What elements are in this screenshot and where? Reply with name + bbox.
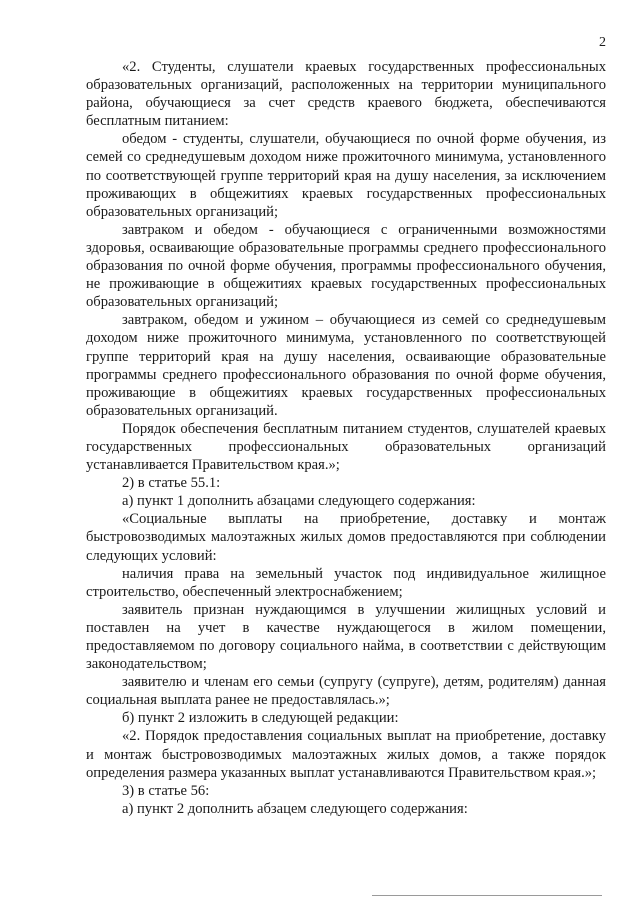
paragraph: б) пункт 2 изложить в следующей редакции: xyxy=(122,710,399,727)
paragraph: наличия права на земельный участок под индивидуальное жилищное строительство, обеспеченный электроснабжением; xyxy=(86,565,606,600)
paragraph: «Социальные выплаты на приобретение, доставку и монтаж быстровозводимых малоэтажных жилых домов предоставляются при соблюдении следующих условий: xyxy=(86,511,606,564)
paragraph: Порядок обеспечения бесплатным питанием студентов, слушателей краевых государственных профессиональных образовательных организаций устанавливается Правительством края.»; xyxy=(86,420,606,474)
paragraph: завтраком и обедом - обучающиеся с ограниченными возможностями здоровья, осваивающие образовательные программы среднего профессионального образования по очной форме обучения, программы профессионального обучения, не проживающие в общежитиях краевых государственных профессиональных образовательных организаций; xyxy=(86,221,606,311)
paragraph: заявителю и членам его семьи (супругу (супруге), детям, родителям) данная социальная выплата ранее не предоставлялась.»; xyxy=(86,674,606,709)
footer-rule xyxy=(372,895,602,896)
paragraph: «2. Студенты, слушатели краевых государственных профессиональных образовательных организаций, расположенных на территории муниципального района, обучающиеся за счет средств краевого бюджета, обеспечиваются бесплатным питанием: xyxy=(86,59,606,130)
paragraph: завтраком, обедом и ужином – обучающиеся из семей со среднедушевым доходом ниже прожиточного минимума, установленного по соответствующей группе территорий края на душу населения, осваивающие образовательные программы среднего профессионального образования по очной форме обучения, проживающие в общежитиях краевых государственных профессиональных образовательных организаций. xyxy=(86,312,606,419)
paragraph: 2) в статье 55.1: xyxy=(122,475,221,492)
document-body xyxy=(86,58,606,818)
paragraph: «2. Порядок предоставления социальных выплат на приобретение, доставку и монтаж быстровозводимых малоэтажных жилых домов, а также порядок определения размера указанных выплат устанавливаются Правительством края.»; xyxy=(86,728,606,781)
paragraph: 3) в статье 56: xyxy=(122,782,210,799)
paragraph: обедом - студенты, слушатели, обучающиеся по очной форме обучения, из семей со среднедушевым доходом ниже прожиточного минимума, установленного по соответствующей группе территорий края на душу населения, за исключением проживающих в общежитиях краевых государственных профессиональных образовательных организаций; xyxy=(86,131,606,220)
paragraph: а) пункт 1 дополнить абзацами следующего содержания: xyxy=(122,493,476,510)
paragraph: а) пункт 2 дополнить абзацем следующего содержания: xyxy=(122,800,468,817)
page-number: 2 xyxy=(599,35,606,50)
paragraph: заявитель признан нуждающимся в улучшении жилищных условий и поставлен на учет в качестве нуждающегося в жилом помещении, предоставляемом по договору социального найма, в соответствии с действующим законодательством; xyxy=(86,601,606,673)
